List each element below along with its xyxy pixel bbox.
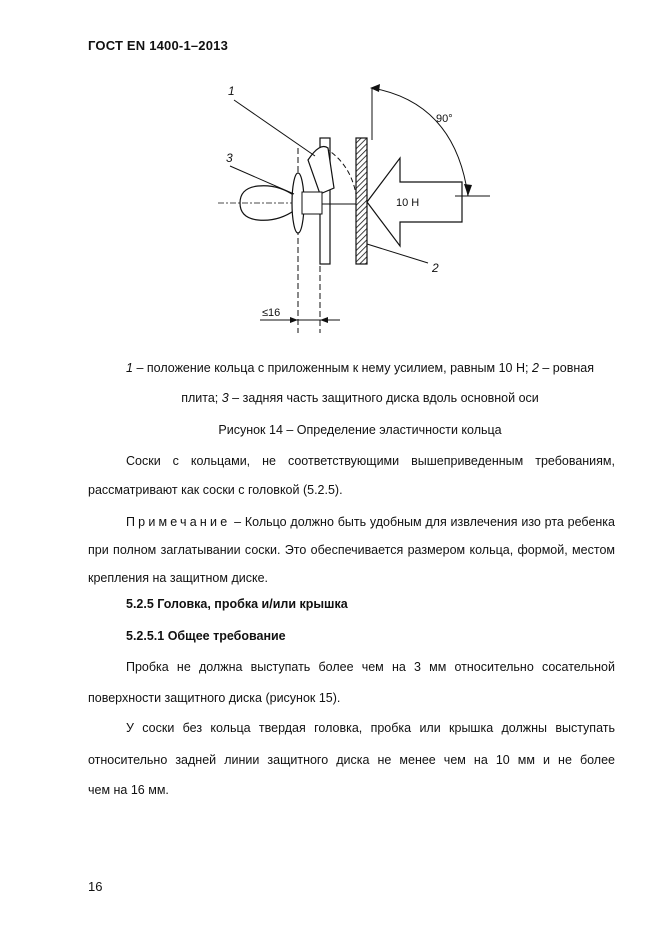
figure-label-2: 2 (432, 261, 439, 275)
paragraph-3-line-1: У соски без кольца твердая головка, пробка или крышка должны выступать (126, 721, 615, 735)
leader-1 (234, 100, 315, 156)
figure-legend-line-2: плита; 3 – задняя часть защитного диска вдоль основной оси (181, 391, 539, 405)
note-label: Примечание (126, 515, 231, 529)
paragraph-1-line-2: рассматривают как соски с головкой (5.2.5). (88, 483, 343, 497)
paragraph-3-line-3: чем на 16 мм. (88, 783, 169, 797)
page-number: 16 (88, 879, 103, 894)
dimension-label: ≤16 (262, 307, 281, 319)
dimension-arrow-right (320, 317, 328, 323)
figure-legend-line-1: 1 – положение кольца с приложенным к нему усилием, равным 10 Н; 2 – ровная (126, 361, 594, 375)
paragraph-3-line-2: относительно задней линии защитного диска не менее чем на 10 мм и не более (88, 753, 615, 767)
section-heading-5-2-5-1: 5.2.5.1 Общее требование (126, 629, 286, 643)
note-line-3: крепления на защитном диске. (88, 571, 268, 585)
force-label: 10 Н (396, 197, 420, 209)
flat-plate (356, 138, 367, 264)
angle-arrowhead-bottom (464, 184, 472, 196)
angle-label: 90° (436, 113, 453, 125)
note-line-1: Примечание – Кольцо должно быть удобным для извлечения изо рта ребенка (126, 515, 615, 529)
figure-caption: Рисунок 14 – Определение эластичности кольца (218, 423, 502, 437)
paragraph-1-line-1: Соски с кольцами, не соответствующими вышеприведенным требованиям, (126, 454, 615, 468)
document-header: ГОСТ EN 1400-1–2013 (88, 38, 229, 53)
leader-2 (367, 244, 428, 263)
dimension-arrow-left (290, 317, 298, 323)
figure-label-1: 1 (228, 84, 235, 98)
paragraph-2-line-2: поверхности защитного диска (рисунок 15). (88, 691, 341, 705)
paragraph-2-line-1: Пробка не должна выступать более чем на 3 мм относительно сосательной (126, 660, 615, 674)
ring-holder (302, 192, 322, 214)
section-heading-5-2-5: 5.2.5 Головка, пробка и/или крышка (126, 597, 348, 611)
figure-label-3: 3 (226, 151, 233, 165)
note-line-2: при полном заглатывании соски. Это обеспечивается размером кольца, формой, местом (88, 543, 615, 557)
figure-14-diagram (200, 78, 490, 338)
